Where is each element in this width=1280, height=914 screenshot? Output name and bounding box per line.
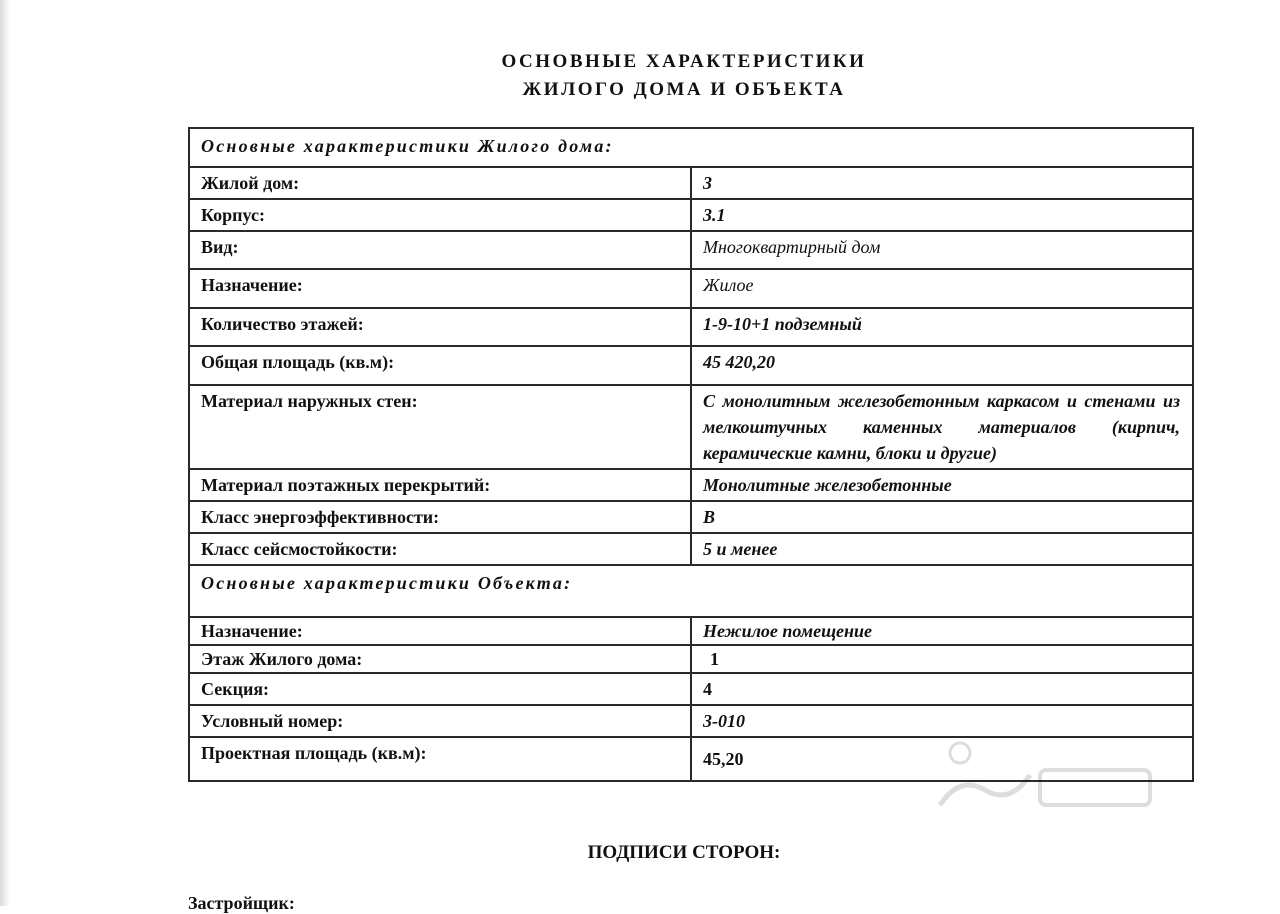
- row-value: 3-010: [691, 705, 1193, 737]
- object-section-title: Основные характеристики Объекта:: [189, 565, 1193, 617]
- row-label: Общая площадь (кв.м):: [189, 346, 691, 385]
- row-label: Количество этажей:: [189, 308, 691, 346]
- row-label: Проектная площадь (кв.м):: [189, 737, 691, 781]
- heading-line-1: ОСНОВНЫЕ ХАРАКТЕРИСТИКИ: [501, 51, 867, 72]
- row-value: 1-9-10+1 подземный: [691, 308, 1193, 346]
- table-row: [189, 469, 1193, 501]
- row-label: Этаж Жилого дома:: [189, 645, 691, 673]
- row-value: 45 420,20: [691, 346, 1193, 385]
- row-label: Материал наружных стен:: [189, 385, 691, 469]
- object-section-header: [189, 565, 1193, 617]
- characteristics-table: [188, 127, 1194, 782]
- row-label: Условный номер:: [189, 705, 691, 737]
- heading-line-2: ЖИЛОГО ДОМА И ОБЪЕКТА: [522, 79, 846, 100]
- row-label: Класс энергоэффективности:: [189, 501, 691, 533]
- row-label: Вид:: [189, 231, 691, 269]
- row-label: Материал поэтажных перекрытий:: [189, 469, 691, 501]
- row-value: 3: [691, 167, 1193, 199]
- row-label: Корпус:: [189, 199, 691, 231]
- table-row: [189, 501, 1193, 533]
- row-label: Класс сейсмостойкости:: [189, 533, 691, 565]
- row-value: Монолитные железобетонные: [691, 469, 1193, 501]
- row-value: 1: [691, 645, 1193, 673]
- page-edge-shadow: [0, 0, 10, 906]
- table-row: [189, 673, 1193, 705]
- row-value: 3.1: [691, 199, 1193, 231]
- table-row: [189, 167, 1193, 199]
- table-row: [189, 533, 1193, 565]
- house-section-title: Основные характеристики Жилого дома:: [189, 128, 1193, 167]
- table-row: [189, 645, 1193, 673]
- row-value: Нежилое помещение: [691, 617, 1193, 645]
- table-row: [189, 617, 1193, 645]
- row-value: 5 и менее: [691, 533, 1193, 565]
- table-row: [189, 705, 1193, 737]
- table-row: [189, 231, 1193, 269]
- signatures-title: ПОДПИСИ СТОРОН:: [587, 842, 781, 863]
- row-label: Жилой дом:: [189, 167, 691, 199]
- row-value: В: [691, 501, 1193, 533]
- row-value: Жилое: [691, 269, 1193, 308]
- row-value: 45,20: [691, 737, 1193, 781]
- table-row: [189, 199, 1193, 231]
- table-row: [189, 269, 1193, 308]
- table-row: [189, 385, 1193, 469]
- row-value: 4: [691, 673, 1193, 705]
- table-row: [189, 308, 1193, 346]
- row-value: Многоквартирный дом: [691, 231, 1193, 269]
- row-label: Назначение:: [189, 617, 691, 645]
- house-section-header: [189, 128, 1193, 167]
- row-label: Секция:: [189, 673, 691, 705]
- table-row: [189, 346, 1193, 385]
- cian-watermark-icon: [930, 735, 1160, 820]
- developer-label: Застройщик:: [188, 893, 295, 913]
- row-label: Назначение:: [189, 269, 691, 308]
- document-heading: [0, 48, 1280, 104]
- row-value: С монолитным железобетонным каркасом и стенами из мелкоштучных каменных материалов (кирпич, керамические камни, блоки и другие): [691, 385, 1193, 469]
